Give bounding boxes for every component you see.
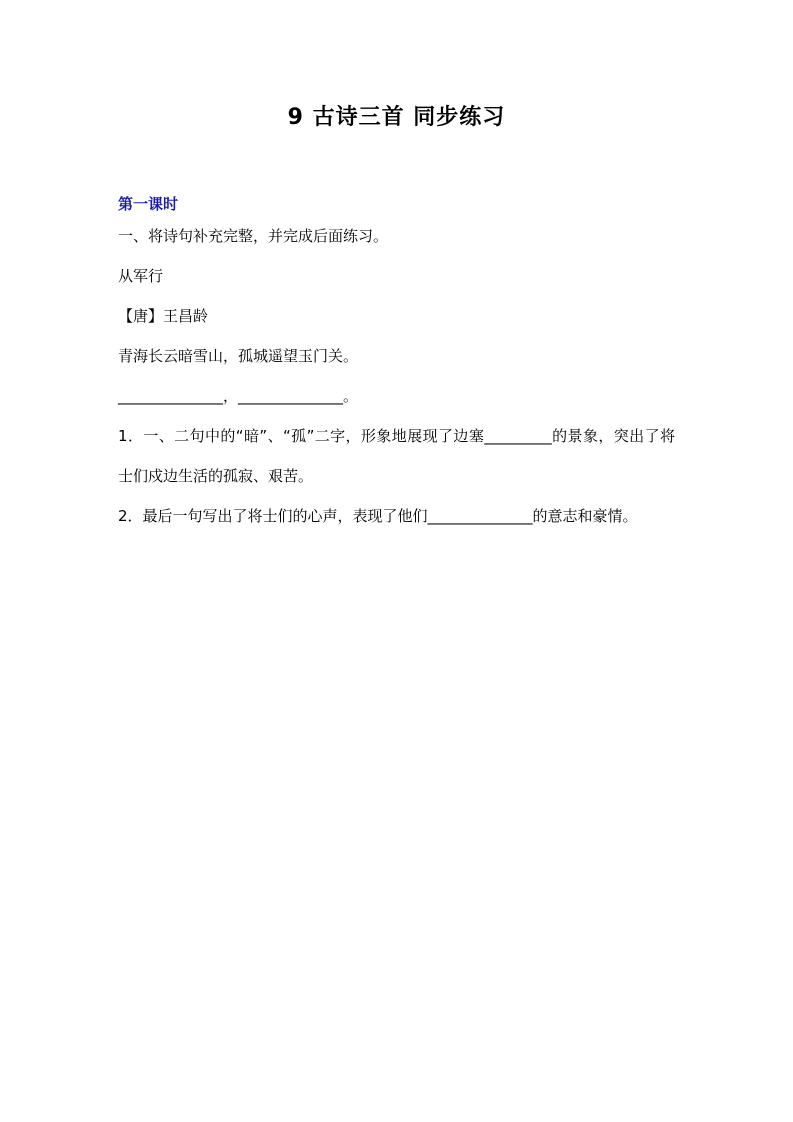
question-1[interactable]: 1．一、二句中的“暗”、“孤”二字，形象地展现了边塞_________的景象，突出了将士们戍边生活的孤寂、艰苦。 — [118, 426, 675, 485]
poem-title: 从军行 — [118, 266, 164, 285]
poem-line-2-blank[interactable]: ______________，______________。 — [118, 386, 359, 405]
poem-author: 【唐】王昌龄 — [118, 306, 209, 325]
exercise-instruction: 一、将诗句补充完整，并完成后面练习。 — [118, 226, 389, 245]
poem-line-1: 青海长云暗雪山，孤城遥望玉门关。 — [118, 346, 359, 365]
section-label-period-one: 第一课时 — [118, 195, 179, 213]
question-2[interactable]: 2．最后一句写出了将士们的心声，表现了他们______________的意志和豪情。 — [118, 506, 638, 525]
page-title: 9 古诗三首 同步练习 — [287, 105, 506, 130]
